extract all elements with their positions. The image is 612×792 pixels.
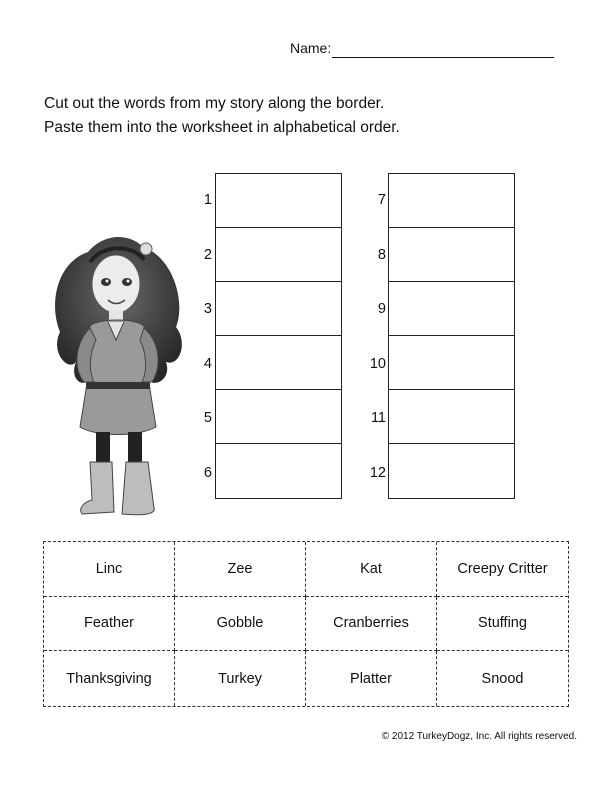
answer-box[interactable] [389, 444, 514, 498]
number-label: 9 [377, 301, 386, 317]
answer-box[interactable] [216, 390, 341, 444]
number-label: 1 [203, 192, 212, 208]
name-label: Name: [290, 40, 332, 56]
word-card[interactable]: Thanksgiving [44, 651, 175, 706]
answer-box[interactable] [216, 444, 341, 498]
name-field[interactable] [290, 40, 331, 56]
word-card[interactable]: Snood [481, 670, 524, 687]
answer-column-left [215, 173, 342, 499]
answer-box[interactable] [389, 390, 514, 444]
answer-box[interactable] [389, 174, 514, 228]
answer-column-right [388, 173, 515, 499]
word-card[interactable]: Platter [306, 651, 437, 706]
answer-box[interactable] [389, 336, 514, 390]
answer-box[interactable] [389, 282, 514, 336]
number-label: 11 [370, 410, 386, 426]
cutout-word-grid [43, 541, 569, 707]
word-card[interactable]: Gobble [175, 597, 306, 652]
instruction-line-2: Paste them into the worksheet in alphabetical order. [44, 119, 400, 136]
number-label: 10 [369, 355, 386, 372]
number-label: 3 [203, 301, 212, 317]
word-card[interactable]: Cranberries [306, 597, 437, 652]
number-label: 12 [369, 464, 386, 481]
word-card[interactable]: Zee [175, 542, 306, 597]
instruction-line-1: Cut out the words from my story along the border. [44, 95, 385, 112]
number-label: 5 [203, 410, 212, 426]
answer-box[interactable] [216, 336, 341, 390]
word-card[interactable]: Feather [44, 597, 175, 652]
number-label: 2 [203, 246, 212, 263]
number-label: 8 [377, 246, 386, 263]
word-card[interactable]: Creepy Critter [437, 542, 568, 597]
right-numbers [364, 173, 386, 500]
instructions [44, 92, 400, 140]
girl-illustration-icon [48, 222, 188, 522]
left-numbers [196, 173, 212, 500]
answer-box[interactable] [389, 228, 514, 282]
word-card[interactable]: Linc [44, 542, 175, 597]
answer-box[interactable] [216, 174, 341, 228]
number-label: 7 [377, 192, 386, 208]
word-card[interactable]: Turkey [175, 651, 306, 706]
word-card[interactable]: Kat [306, 542, 437, 597]
answer-box[interactable] [216, 228, 341, 282]
copyright-notice: © 2012 TurkeyDogz, Inc. All rights reserved. [381, 731, 577, 742]
number-label: 4 [203, 355, 212, 372]
answer-box[interactable] [216, 282, 341, 336]
word-card[interactable]: Stuffing [437, 597, 568, 652]
name-underline[interactable] [332, 57, 554, 58]
number-label: 6 [203, 464, 212, 481]
